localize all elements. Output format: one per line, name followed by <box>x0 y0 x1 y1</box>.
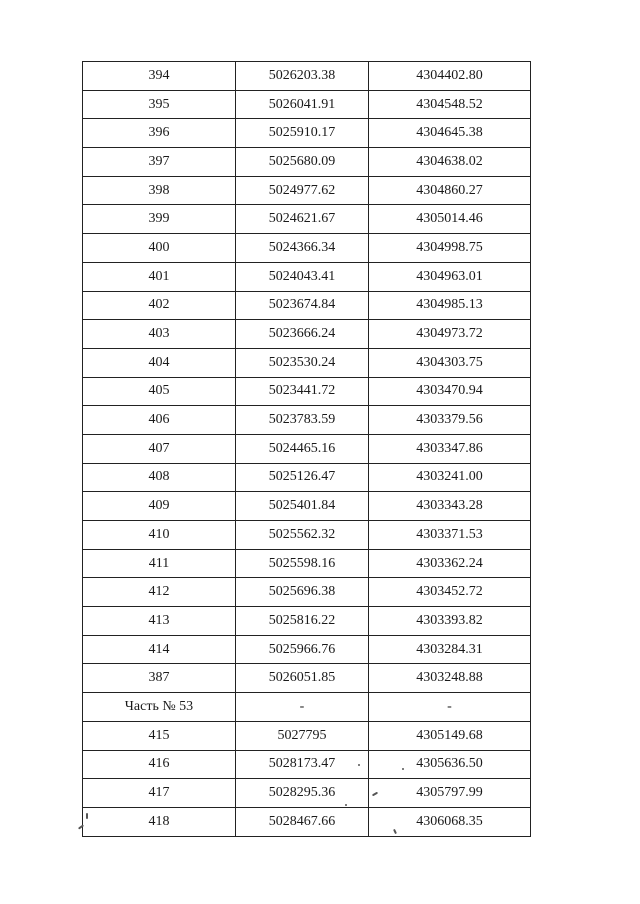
point-number-cell: 413 <box>83 607 236 636</box>
table-row <box>83 320 531 349</box>
table-row <box>83 234 531 263</box>
x-coordinate-cell: 5025401.84 <box>236 492 369 521</box>
table-row <box>83 176 531 205</box>
table-row <box>83 262 531 291</box>
x-coordinate-cell: 5025696.38 <box>236 578 369 607</box>
point-number-cell: 397 <box>83 148 236 177</box>
x-coordinate-cell: 5026041.91 <box>236 90 369 119</box>
table-row <box>83 521 531 550</box>
x-coordinate-cell: 5026203.38 <box>236 62 369 91</box>
table-row <box>83 205 531 234</box>
y-coordinate-cell: 4305014.46 <box>369 205 531 234</box>
y-coordinate-cell: 4303452.72 <box>369 578 531 607</box>
point-number-cell: 414 <box>83 635 236 664</box>
point-number-cell: 408 <box>83 463 236 492</box>
point-number-cell: 407 <box>83 434 236 463</box>
y-coordinate-cell: 4305797.99 <box>369 779 531 808</box>
y-coordinate-cell: 4304548.52 <box>369 90 531 119</box>
point-number-cell: 401 <box>83 262 236 291</box>
x-coordinate-cell: - <box>236 693 369 722</box>
y-coordinate-cell: 4303393.82 <box>369 607 531 636</box>
scan-speck <box>358 764 360 766</box>
table-row <box>83 62 531 91</box>
x-coordinate-cell: 5024621.67 <box>236 205 369 234</box>
y-coordinate-cell: - <box>369 693 531 722</box>
table-row <box>83 492 531 521</box>
point-number-cell: 415 <box>83 721 236 750</box>
y-coordinate-cell: 4304402.80 <box>369 62 531 91</box>
x-coordinate-cell: 5025910.17 <box>236 119 369 148</box>
x-coordinate-cell: 5028467.66 <box>236 807 369 836</box>
x-coordinate-cell: 5025680.09 <box>236 148 369 177</box>
point-number-cell: 406 <box>83 406 236 435</box>
y-coordinate-cell: 4303347.86 <box>369 434 531 463</box>
x-coordinate-cell: 5023666.24 <box>236 320 369 349</box>
x-coordinate-cell: 5023674.84 <box>236 291 369 320</box>
scan-speck <box>402 768 404 770</box>
point-number-cell: 398 <box>83 176 236 205</box>
table-row <box>83 578 531 607</box>
point-number-cell: 402 <box>83 291 236 320</box>
x-coordinate-cell: 5025126.47 <box>236 463 369 492</box>
x-coordinate-cell: 5025598.16 <box>236 549 369 578</box>
x-coordinate-cell: 5023441.72 <box>236 377 369 406</box>
table-row <box>83 119 531 148</box>
y-coordinate-cell: 4303248.88 <box>369 664 531 693</box>
y-coordinate-cell: 4304985.13 <box>369 291 531 320</box>
y-coordinate-cell: 4306068.35 <box>369 807 531 836</box>
point-number-cell: 400 <box>83 234 236 263</box>
scan-speck <box>345 804 347 806</box>
coordinates-table <box>82 61 531 837</box>
point-number-cell: 399 <box>83 205 236 234</box>
coordinates-table-body <box>83 62 531 837</box>
y-coordinate-cell: 4303362.24 <box>369 549 531 578</box>
x-coordinate-cell: 5028173.47 <box>236 750 369 779</box>
point-number-cell: 396 <box>83 119 236 148</box>
x-coordinate-cell: 5024977.62 <box>236 176 369 205</box>
table-row <box>83 807 531 836</box>
table-row <box>83 348 531 377</box>
x-coordinate-cell: 5024366.34 <box>236 234 369 263</box>
table-row <box>83 549 531 578</box>
point-number-cell: Часть № 53 <box>83 693 236 722</box>
table-row <box>83 434 531 463</box>
scan-speck <box>86 813 88 819</box>
y-coordinate-cell: 4303343.28 <box>369 492 531 521</box>
point-number-cell: 416 <box>83 750 236 779</box>
table-row <box>83 779 531 808</box>
x-coordinate-cell: 5024465.16 <box>236 434 369 463</box>
table-row <box>83 664 531 693</box>
table-row <box>83 90 531 119</box>
y-coordinate-cell: 4304638.02 <box>369 148 531 177</box>
y-coordinate-cell: 4304963.01 <box>369 262 531 291</box>
x-coordinate-cell: 5027795 <box>236 721 369 750</box>
y-coordinate-cell: 4304860.27 <box>369 176 531 205</box>
x-coordinate-cell: 5025562.32 <box>236 521 369 550</box>
x-coordinate-cell: 5025816.22 <box>236 607 369 636</box>
y-coordinate-cell: 4304998.75 <box>369 234 531 263</box>
x-coordinate-cell: 5023783.59 <box>236 406 369 435</box>
x-coordinate-cell: 5026051.85 <box>236 664 369 693</box>
table-row <box>83 148 531 177</box>
y-coordinate-cell: 4303241.00 <box>369 463 531 492</box>
point-number-cell: 403 <box>83 320 236 349</box>
point-number-cell: 411 <box>83 549 236 578</box>
y-coordinate-cell: 4305149.68 <box>369 721 531 750</box>
y-coordinate-cell: 4304973.72 <box>369 320 531 349</box>
point-number-cell: 409 <box>83 492 236 521</box>
point-number-cell: 417 <box>83 779 236 808</box>
y-coordinate-cell: 4303371.53 <box>369 521 531 550</box>
point-number-cell: 410 <box>83 521 236 550</box>
y-coordinate-cell: 4303284.31 <box>369 635 531 664</box>
point-number-cell: 387 <box>83 664 236 693</box>
point-number-cell: 418 <box>83 807 236 836</box>
x-coordinate-cell: 5028295.36 <box>236 779 369 808</box>
point-number-cell: 405 <box>83 377 236 406</box>
table-row <box>83 463 531 492</box>
x-coordinate-cell: 5025966.76 <box>236 635 369 664</box>
y-coordinate-cell: 4303470.94 <box>369 377 531 406</box>
table-row <box>83 607 531 636</box>
point-number-cell: 412 <box>83 578 236 607</box>
table-row <box>83 377 531 406</box>
point-number-cell: 395 <box>83 90 236 119</box>
y-coordinate-cell: 4303379.56 <box>369 406 531 435</box>
point-number-cell: 394 <box>83 62 236 91</box>
table-row <box>83 291 531 320</box>
x-coordinate-cell: 5023530.24 <box>236 348 369 377</box>
table-row <box>83 721 531 750</box>
x-coordinate-cell: 5024043.41 <box>236 262 369 291</box>
y-coordinate-cell: 4304303.75 <box>369 348 531 377</box>
table-row <box>83 693 531 722</box>
table-row <box>83 635 531 664</box>
table-row <box>83 406 531 435</box>
y-coordinate-cell: 4305636.50 <box>369 750 531 779</box>
table-row <box>83 750 531 779</box>
y-coordinate-cell: 4304645.38 <box>369 119 531 148</box>
point-number-cell: 404 <box>83 348 236 377</box>
